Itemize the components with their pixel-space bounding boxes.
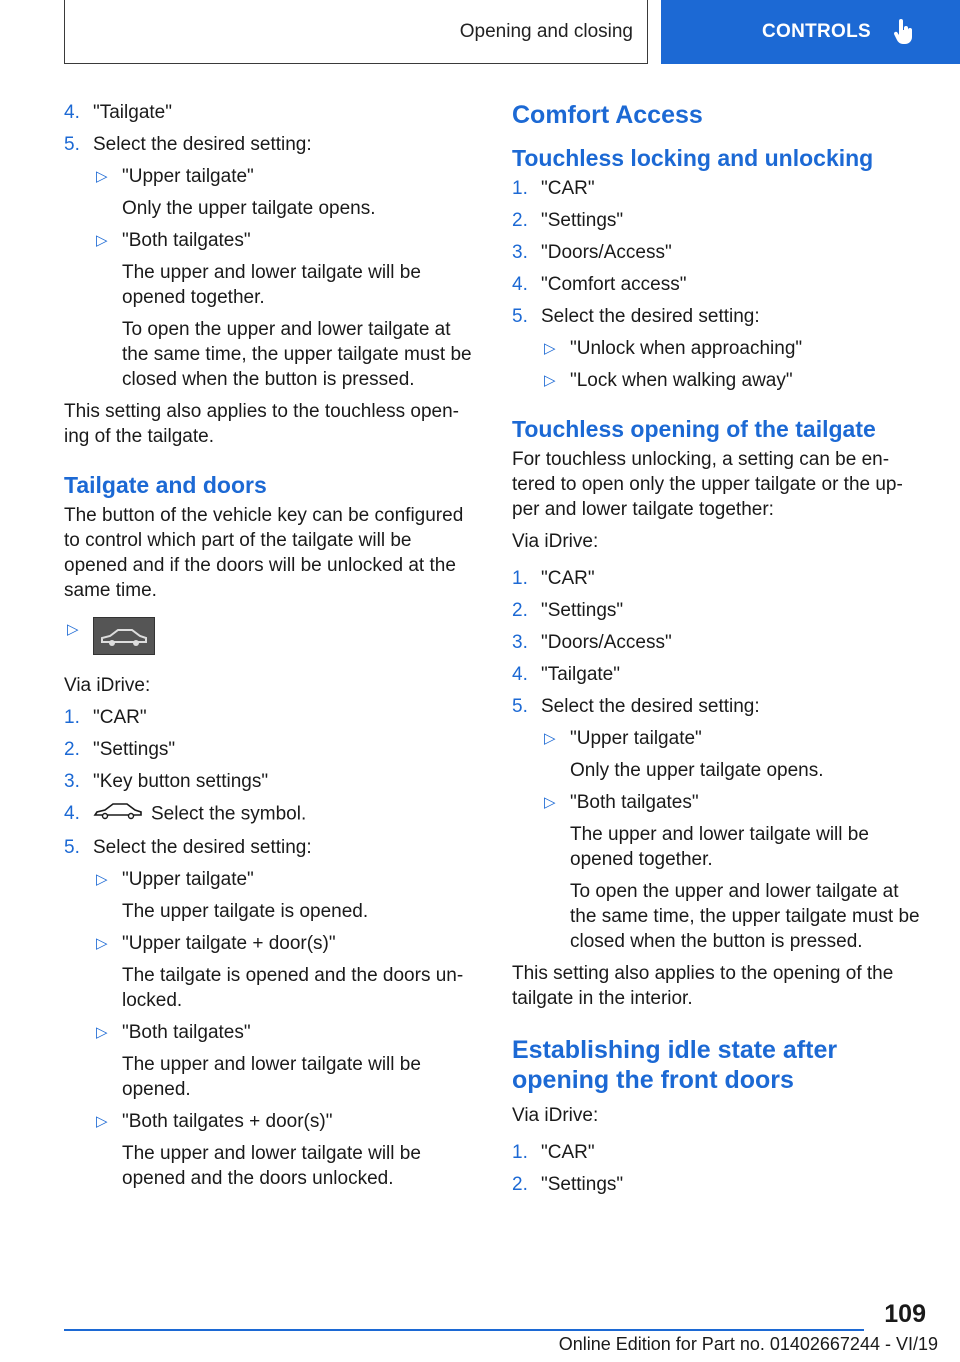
list-number: 2. [64, 739, 80, 760]
option-desc: The upper and lower tailgate will be opened. [122, 1054, 421, 1100]
option-item [93, 1109, 478, 1191]
list-item [64, 769, 478, 794]
list-number: 5. [512, 306, 528, 327]
list-item [512, 598, 926, 623]
list-item [512, 630, 926, 655]
list-e [512, 1140, 926, 1197]
list-number: 2. [512, 210, 528, 231]
list-number: 4. [512, 274, 528, 295]
list-number: 2. [512, 1174, 528, 1195]
list-number: 5. [64, 837, 80, 858]
list-text: "Key button settings" [93, 771, 269, 792]
list-item [512, 1140, 926, 1165]
heading-comfort-access: Comfort Access [512, 101, 703, 129]
list-number: 3. [64, 771, 80, 792]
note-paragraph: This setting also applies to the opening of the tailgate in the interior. [512, 963, 894, 1009]
list-item [512, 694, 926, 954]
list-number: 1. [512, 1142, 528, 1163]
list-item [512, 272, 926, 297]
list-text: "Comfort access" [541, 274, 687, 295]
triangle-bullet-icon: ▷ [96, 1024, 108, 1041]
option-item [93, 867, 478, 924]
list-c [512, 176, 926, 393]
list-number: 5. [64, 134, 80, 155]
triangle-bullet-icon: ▷ [544, 794, 556, 811]
list-number: 1. [512, 568, 528, 589]
car-outline-icon [93, 801, 143, 828]
list-text: "Tailgate" [541, 664, 620, 685]
touchless-paragraph: For touchless unlocking, a setting can be en-tered to open only the upper tailgate or the up-per and lower tailgate together: [512, 449, 903, 520]
options-b [93, 867, 478, 1191]
list-item [64, 835, 478, 1191]
list-b [64, 705, 478, 1191]
heading-touchless-locking: Touchless locking and unlocking [512, 145, 874, 171]
list-text: "CAR" [93, 707, 147, 728]
list-d [512, 566, 926, 954]
option-desc: The upper and lower tailgate will be opened together. [122, 262, 421, 308]
triangle-bullet-icon: ▷ [544, 372, 556, 389]
symbol-row [64, 617, 478, 657]
via-idrive-label: Via iDrive: [512, 1105, 599, 1126]
list-number: 3. [512, 242, 528, 263]
list-item [512, 662, 926, 687]
option-item [93, 1020, 478, 1102]
via-idrive-label: Via iDrive: [512, 531, 599, 552]
list-text: Select the desired setting: [93, 837, 312, 858]
option-item [541, 336, 926, 361]
option-label: "Upper tailgate" [122, 869, 254, 890]
option-label: "Both tailgates" [122, 230, 251, 251]
list-text: Select the desired setting: [541, 306, 760, 327]
list-text: "Doors/Access" [541, 632, 672, 653]
option-item [93, 931, 478, 1013]
footer-edition: Online Edition for Part no. 01402667244 - VI/19 [558, 1334, 938, 1354]
option-desc: The upper and lower tailgate will be opened and the doors unlocked. [122, 1143, 421, 1189]
option-label: "Upper tailgate" [570, 728, 702, 749]
option-desc: To open the upper and lower tailgate at the same time, the upper tailgate must be closed when the button is pressed. [570, 881, 920, 952]
list-text: "Settings" [541, 210, 624, 231]
option-desc: To open the upper and lower tailgate at the same time, the upper tailgate must be closed when the button is pressed. [122, 319, 472, 390]
triangle-bullet-icon: ▷ [67, 621, 79, 638]
list-item [512, 208, 926, 233]
list-item [64, 737, 478, 762]
option-label: "Both tailgates + door(s)" [122, 1111, 333, 1132]
triangle-bullet-icon: ▷ [96, 871, 108, 888]
list-number: 5. [512, 696, 528, 717]
via-idrive-label: Via iDrive: [64, 675, 151, 696]
list-item [512, 240, 926, 265]
triangle-bullet-icon: ▷ [96, 232, 108, 249]
list-text: "Settings" [541, 600, 624, 621]
triangle-bullet-icon: ▷ [96, 1113, 108, 1130]
option-label: "Both tailgates" [570, 792, 699, 813]
option-item [541, 368, 926, 393]
right-column [512, 100, 926, 1204]
hand-pointer-icon [893, 19, 915, 45]
list-text: "CAR" [541, 568, 595, 589]
list-text: Select the desired setting: [93, 134, 312, 155]
list-number: 1. [64, 707, 80, 728]
option-label: "Lock when walking away" [570, 370, 793, 391]
list-item [64, 801, 478, 828]
option-label: "Both tailgates" [122, 1022, 251, 1043]
list-number: 1. [512, 178, 528, 199]
list-text: "Doors/Access" [541, 242, 672, 263]
option-desc: The tailgate is opened and the doors un-locked. [122, 965, 464, 1011]
option-item [93, 228, 478, 392]
triangle-bullet-icon: ▷ [544, 730, 556, 747]
list-a [64, 100, 478, 392]
header-chapter-tab[interactable] [661, 0, 960, 64]
list-item [512, 304, 926, 393]
option-desc: The upper and lower tailgate will be opened together. [570, 824, 869, 870]
left-column [64, 100, 478, 1198]
option-label: "Upper tailgate + door(s)" [122, 933, 336, 954]
note-paragraph: This setting also applies to the touchless open-ing of the tailgate. [64, 401, 460, 447]
list-item [64, 705, 478, 730]
list-text: "CAR" [541, 1142, 595, 1163]
list-item [64, 100, 478, 125]
triangle-bullet-icon: ▷ [544, 340, 556, 357]
list-number: 4. [512, 664, 528, 685]
list-text: "Settings" [541, 1174, 624, 1195]
list-item [512, 176, 926, 201]
option-item [93, 164, 478, 221]
page-number: 109 [884, 1300, 926, 1328]
list-number: 2. [512, 600, 528, 621]
option-label: "Upper tailgate" [122, 166, 254, 187]
list-number: 4. [64, 102, 80, 123]
option-label: "Unlock when approaching" [570, 338, 803, 359]
header-chapter-title: CONTROLS [762, 21, 872, 42]
options-c [541, 336, 926, 393]
list-text: Select the symbol. [151, 803, 307, 825]
list-item [64, 132, 478, 392]
list-number: 4. [64, 803, 80, 824]
triangle-bullet-icon: ▷ [96, 168, 108, 185]
heading-tailgate-doors: Tailgate and doors [64, 472, 267, 498]
option-item [541, 726, 926, 783]
options-a [93, 164, 478, 392]
list-text: "CAR" [541, 178, 595, 199]
triangle-bullet-icon: ▷ [96, 935, 108, 952]
footer-divider [64, 1329, 864, 1331]
list-text: Select the desired setting: [541, 696, 760, 717]
key-button-paragraph: The button of the vehicle key can be configured to control which part of the tailgate will be opened and if the doors will be unlocked at the same time. [64, 505, 464, 601]
header-section-box [64, 0, 648, 64]
list-item [512, 566, 926, 591]
car-tailgate-icon [93, 617, 155, 655]
option-desc: Only the upper tailgate opens. [570, 760, 824, 781]
list-item [512, 1172, 926, 1197]
heading-touchless-opening: Touchless opening of the tailgate [512, 416, 876, 442]
header-section-title: Opening and closing [459, 20, 633, 42]
options-d [541, 726, 926, 954]
option-item [541, 790, 926, 954]
list-number: 3. [512, 632, 528, 653]
option-desc: Only the upper tailgate opens. [122, 198, 376, 219]
option-desc: The upper tailgate is opened. [122, 901, 369, 922]
list-text: "Tailgate" [93, 102, 172, 123]
heading-idle-state: Establishing idle state after opening the front doors [512, 1036, 838, 1094]
list-text: "Settings" [93, 739, 176, 760]
